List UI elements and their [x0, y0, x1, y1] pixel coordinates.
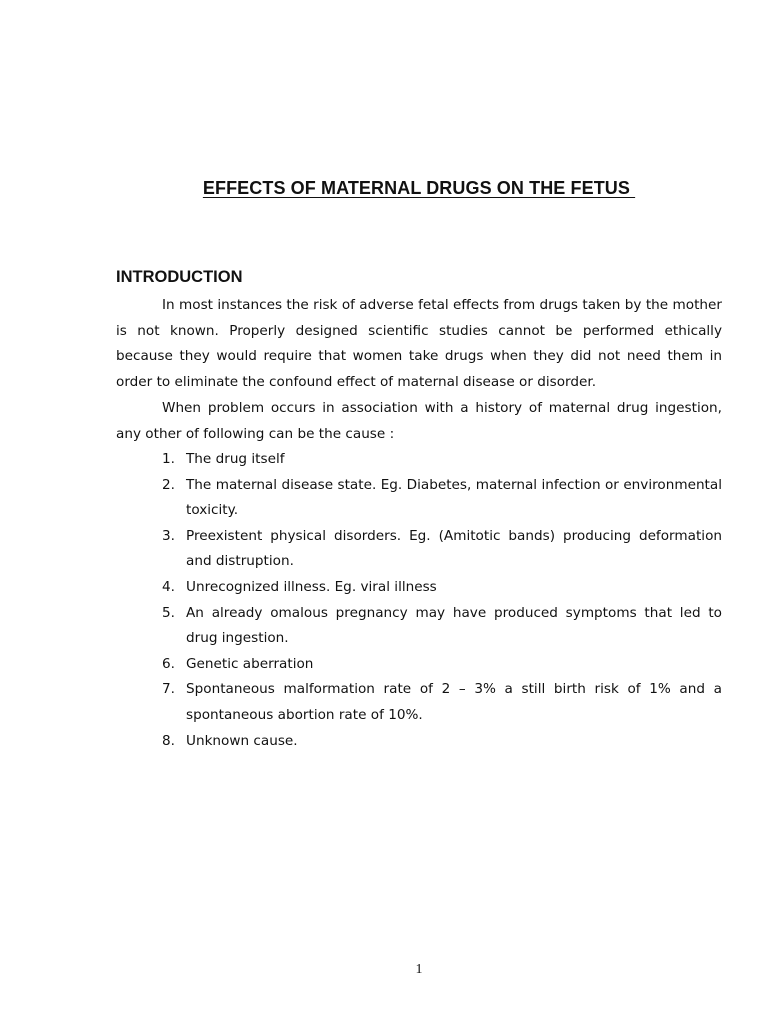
section-heading-introduction: INTRODUCTION	[116, 268, 243, 286]
list-item-text: Unrecognized illness. Eg. viral illness	[186, 578, 437, 595]
causes-list	[116, 447, 722, 754]
list-item-number: 2.	[162, 476, 175, 493]
list-item-text: An already omalous pregnancy may have produced symptoms that led to drug ingestion.	[186, 604, 722, 647]
list-item	[116, 652, 722, 678]
list-item-number: 6.	[162, 655, 175, 672]
list-item-text: Genetic aberration	[186, 655, 314, 672]
list-item	[116, 729, 722, 755]
list-item-number: 8.	[162, 732, 175, 749]
list-item	[116, 447, 722, 473]
list-item-number: 3.	[162, 527, 175, 544]
list-item-number: 7.	[162, 681, 175, 698]
list-item-number: 4.	[162, 578, 175, 595]
list-item-text: Spontaneous malformation rate of 2 – 3% a still birth risk of 1% and a spontaneous abortion rate of 10%.	[186, 681, 722, 723]
list-item	[116, 575, 722, 601]
list-item	[116, 677, 722, 728]
intro-paragraph-2: When problem occurs in association with a history of maternal drug ingestion, any other of following can be the cause :	[116, 400, 722, 442]
document-title-text: EFFECTS OF MATERNAL DRUGS ON THE FETUS	[202, 178, 636, 198]
list-item-number: 1.	[162, 451, 175, 467]
list-item-text: The drug itself	[186, 451, 285, 467]
list-item	[116, 524, 722, 575]
list-item-text: Unknown cause.	[186, 732, 298, 749]
list-item	[116, 601, 722, 652]
list-item-text: The maternal disease state. Eg. Diabetes, maternal infection or environmental toxicity.	[186, 476, 722, 519]
list-item	[116, 473, 722, 524]
list-item-number: 5.	[162, 604, 175, 621]
list-item-text: Preexistent physical disorders. Eg. (Amitotic bands) producing deformation and distruption.	[186, 527, 722, 570]
intro-paragraph-1: In most instances the risk of adverse fetal effects from drugs taken by the mother is not known. Properly designed scientific studies cannot be performed ethically because they would require that women take drugs when they did not need them in order to eliminate the confound effect of maternal disease or disorder.	[116, 297, 722, 390]
page-number: 1	[415, 962, 423, 977]
document-title	[0, 178, 768, 199]
